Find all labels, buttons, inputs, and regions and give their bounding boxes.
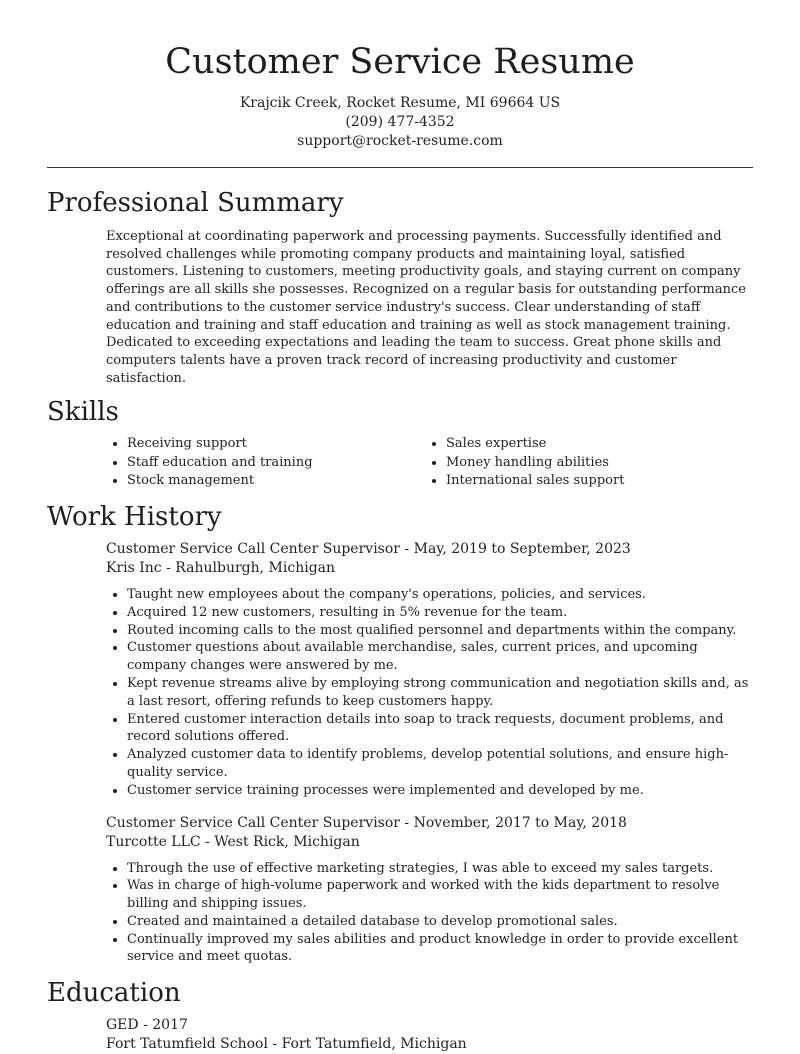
skill-item: • Staff education and training — [127, 454, 425, 472]
header-divider — [47, 167, 753, 168]
job-location: - West Rick, Michigan — [200, 833, 360, 850]
job-bullet: • Created and maintained a detailed database to develop promotional sales. — [127, 913, 753, 931]
summary-text: Exceptional at coordinating paperwork and processing payments. Successfully identified and resolved challenges while promoting company products and maintaining loyal, satisfied customers. Listening to customers, meeting productivity goals, and staying current on company offerings are all skills she possesses. Recognized on a regular basis for outstanding performance and contributions to the customer service industry's success. Clear understanding of staff education and training and staff education and training as well as stock management training. Dedicated to exceeding expectations and leading the team to success. Great phone skills and computers talents have a proven track record of increasing productivity and customer satisfaction. — [106, 229, 746, 386]
education-location: - Fort Tatumfield, Michigan — [267, 1036, 467, 1053]
job-bullets — [106, 586, 753, 800]
skills-column-right — [425, 435, 744, 490]
resume-header — [0, 0, 800, 151]
job-bullet: • Acquired 12 new customers, resulting in 5% revenue for the team. — [127, 604, 753, 622]
skill-item: • Receiving support — [127, 435, 425, 453]
skill-item: • International sales support — [446, 472, 744, 490]
job-dates: - May, 2019 to September, 2023 — [399, 540, 631, 557]
job-bullet: • Entered customer interaction details into soap to track requests, document problems, and record solutions offered. — [127, 711, 753, 747]
job-location: - Rahulburgh, Michigan — [161, 559, 336, 576]
job-bullet: • Taught new employees about the company's operations, policies, and services. — [127, 586, 753, 604]
job-bullet: • Kept revenue streams alive by employing strong communication and negotiation skills and, as a last resort, offering refunds to keep customers happy. — [127, 675, 753, 711]
section-title-work-history: Work History — [47, 501, 222, 532]
job-bullet: • Continually improved my sales abilities and product knowledge in order to provide excellent service and meet quotas. — [127, 931, 753, 967]
skill-item: • Stock management — [127, 472, 425, 490]
job-title: Customer Service Call Center Supervisor — [106, 540, 400, 557]
education-school: Fort Tatumfield School — [106, 1036, 268, 1053]
education-school-line — [106, 1035, 800, 1054]
job-bullets — [106, 860, 753, 967]
job-title-line — [106, 540, 753, 559]
job-company: Kris Inc — [106, 559, 162, 576]
job-title: Customer Service Call Center Supervisor — [106, 814, 400, 831]
skill-item: • Sales expertise — [446, 435, 744, 453]
contact-address: Krajcik Creek, Rocket Resume, MI 69664 US — [239, 95, 561, 111]
job-company: Turcotte LLC — [106, 833, 201, 850]
job-bullet: • Customer questions about available merchandise, sales, current prices, and upcoming company changes were answered by me. — [127, 639, 753, 675]
job-bullet: • Routed incoming calls to the most qualified personnel and departments within the company. — [127, 622, 753, 640]
section-title-skills: Skills — [47, 397, 119, 428]
section-title-summary: Professional Summary — [47, 188, 344, 218]
job-bullet: • Analyzed customer data to identify problems, develop potential solutions, and ensure high-quality service. — [127, 746, 753, 782]
job-company-line — [106, 833, 753, 852]
contact-block — [0, 94, 800, 151]
job-title-line — [106, 814, 753, 833]
job-company-line — [106, 559, 753, 578]
resume-title: Customer Service Resume — [165, 42, 635, 82]
job-dates: - November, 2017 to May, 2018 — [399, 814, 627, 831]
job-bullet: • Through the use of effective marketing strategies, I was able to exceed my sales targets. — [127, 860, 753, 878]
skill-item: • Money handling abilities — [446, 454, 744, 472]
contact-email: support@rocket-resume.com — [297, 133, 503, 149]
section-title-education: Education — [47, 978, 181, 1009]
contact-phone: (209) 477-4352 — [345, 114, 455, 130]
skills-column-left — [106, 435, 425, 490]
job-entry — [106, 814, 753, 852]
job-entry — [106, 540, 753, 578]
job-bullet: • Customer service training processes were implemented and developed by me. — [127, 782, 753, 800]
job-bullet: • Was in charge of high-volume paperwork and worked with the kids department to resolve billing and shipping issues. — [127, 877, 753, 913]
skills-list — [106, 435, 800, 490]
education-degree: GED - 2017 — [106, 1017, 188, 1034]
